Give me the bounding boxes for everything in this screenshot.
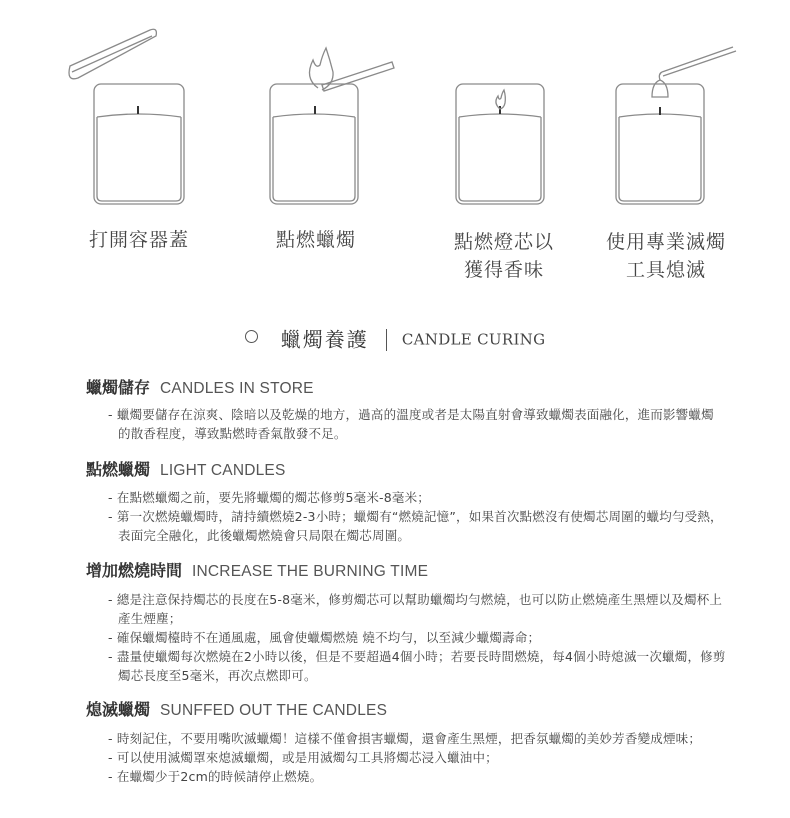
title-en: CANDLE CURING <box>401 330 546 349</box>
section-light <box>86 457 726 545</box>
list-item: - 可以使用滅燭罩來熄滅蠟燭，或是用滅燭勾工具將燭芯浸入蠟油中； <box>108 750 498 765</box>
list-item: - 時刻記住，不要用嘴吹滅蠟燭！這樣不僅會損害蠟燭，還會產生黑煙，把香氛蠟燭的美妙芳香變成煙味； <box>108 731 702 746</box>
section-snuff-out <box>86 697 726 786</box>
list-item: - 總是注意保持燭芯的長度在5-8毫米，修剪燭芯可以幫助蠟燭均勻燃燒，也可以防止燃燒產生黑煙以及燭杯上產生煙塵； <box>108 592 723 626</box>
section-items <box>86 405 726 443</box>
section-heading <box>86 375 726 401</box>
care-title <box>0 322 790 356</box>
list-item: - 盡量使蠟燭每次燃燒在2小時以後，但是不要超過4個小時；若要長時間燃燒，每4個小時熄滅一次蠟燭，修剪燭芯長度至5毫米，再次点燃即可。 <box>108 649 726 683</box>
step-3-line-2: 獲得香味 <box>463 259 544 281</box>
section-heading-en: INCREASE THE BURNING TIME <box>192 563 429 580</box>
match-lighting-candle-icon <box>270 48 394 204</box>
step-label-4 <box>598 228 734 284</box>
list-item: - 在點燃蠟燭之前，要先將蠟燭的燭芯修剪5毫米-8毫米； <box>108 490 431 505</box>
step-2-line-1: 點燃蠟燭 <box>275 229 356 251</box>
snuffer-candle-icon <box>616 47 736 204</box>
section-heading <box>86 457 726 483</box>
section-items <box>86 488 726 545</box>
section-items <box>86 729 726 786</box>
step-label-2 <box>266 226 366 254</box>
list-item: - 在蠟燭少于2cm的時候請停止燃燒。 <box>108 769 323 784</box>
section-heading-zh: 蠟燭儲存 <box>86 378 151 397</box>
section-heading-zh: 增加燃燒時間 <box>86 561 183 580</box>
section-heading-zh: 熄滅蠟燭 <box>86 700 151 719</box>
candle-steps-illustration <box>0 0 790 300</box>
circle-icon <box>245 330 258 343</box>
section-store <box>86 375 726 443</box>
section-heading-en: CANDLES IN STORE <box>160 380 314 397</box>
section-heading <box>86 697 726 723</box>
section-items <box>86 590 726 685</box>
step-4-line-2: 工具熄滅 <box>625 259 706 281</box>
section-heading-en: SUNFFED OUT THE CANDLES <box>160 702 388 719</box>
step-label-3 <box>444 228 564 284</box>
title-divider <box>386 329 387 351</box>
list-item: - 蠟燭要儲存在涼爽、陰暗以及乾燥的地方，過高的溫度或者是太陽直射會導致蠟燭表面融化，進而影響蠟燭的散香程度，導致點燃時香氣散發不足。 <box>108 407 714 441</box>
section-heading-en: LIGHT CANDLES <box>160 462 286 479</box>
step-4-line-1: 使用專業滅燭 <box>605 231 726 253</box>
step-1-line-1: 打開容器蓋 <box>88 229 189 251</box>
title-zh: 蠟燭養護 <box>280 327 369 352</box>
section-heading <box>86 558 726 584</box>
list-item: - 第一次燃燒蠟燭時，請持續燃燒2-3小時；蠟燭有“燃燒記憶”，如果首次點燃沒有使燭芯周圍的蠟均勻受熱，表面完全融化，此後蠟燭燃燒會只局限在燭芯周圍。 <box>108 509 723 543</box>
step-3-line-1: 點燃燈芯以 <box>453 231 554 253</box>
step-label-1 <box>88 226 190 254</box>
section-heading-zh: 點燃蠟燭 <box>86 460 151 479</box>
lit-candle-icon <box>456 84 544 204</box>
section-burning-time <box>86 558 726 685</box>
open-lid-candle-icon <box>69 29 184 204</box>
list-item: - 確保蠟燭檯時不在通風處，風會使蠟燭燃燒 燒不均勻，以至減少蠟燭壽命； <box>108 630 541 645</box>
